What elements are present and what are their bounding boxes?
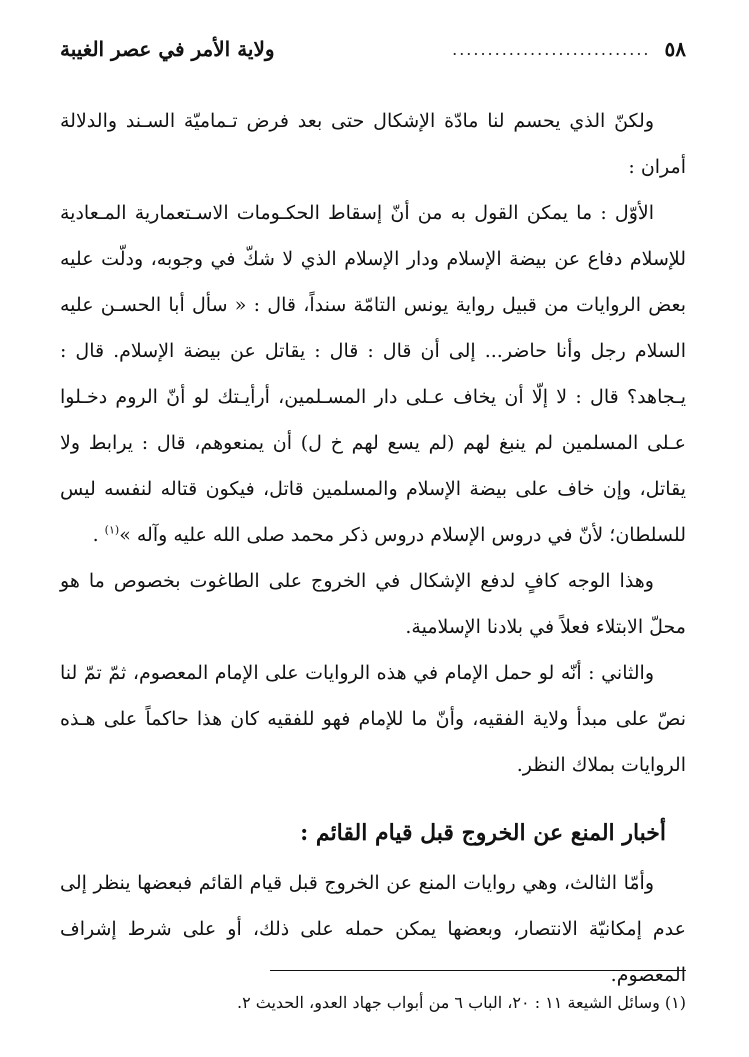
paragraph-sufficiency (60, 558, 686, 650)
footnote: (١) وسائل الشيعة ١١ : ٢٠، الباب ٦ من أبواب جهاد العدو، الحديث ٢. (236, 993, 686, 1012)
footnote-divider (270, 970, 686, 971)
header-leader-dots: ............................ (452, 39, 651, 59)
footnote-reference: (١) (104, 523, 120, 537)
book-page (60, 24, 686, 1034)
paragraph-intro (60, 98, 686, 190)
paragraph-first-reason-text: الأوّل : ما يمكن القول به من أنّ إسقاط الحكـومات الاسـتعمارية المـعادية للإسلام دفاع عن بيضة الإسلام ودار الإسلام الذي لا شكّ في وجوبه، ودلّت عليه بعض الروايات من قبيل رواية يونس التامّة سنداً، قال : « سأل أبا الحسـن عليه السلام رجل وأنا حاضر... إلى أن قال : قال : يقاتل عن بيضة الإسلام. قال : يـجاهد؟ قال : لا إلّا أن يخاف عـلى دار المسـلمين، أرأيـتك لو أنّ الروم دخـلوا عـلى المسلمين لم ينبغ لهم (لم يسع لهم خ ل) أن يمنعوهم، قال : يرابط ولا يقاتل، وإن خاف على بيضة الإسلام والمسلمين قاتل، فيكون قتاله لنفسه ليس للسلطان؛ لأنّ في دروس الإسلام دروس ذكر محمد صلى الله عليه وآله » (60, 202, 686, 546)
page-number: ٥٨ (664, 37, 686, 61)
paragraph-second-reason-text: والثاني : أنّه لو حمل الإمام في هذه الروايات على الإمام المعصوم، ثمّ تمّ لنا نصّ على مبدأ ولاية الفقيه، وأنّ ما للإمام فهو للفقيه كان هذا حاكماً على هـذه الروايات بملاك النظر. (60, 662, 686, 776)
running-title: ولاية الأمر في عصر الغيبة (60, 37, 275, 61)
paragraph-third-text: وأمّا الثالث، وهي روايات المنع عن الخروج قبل قيام القائم فبعضها ينظر إلى عدم إمكانيّة الانتصار، وبعضها يمكن حمله على ذلك، أو على شرط إشراف المعصوم. (60, 872, 686, 986)
running-header (60, 32, 686, 66)
paragraph-first-reason: الأوّل : ما يمكن القول به من أنّ إسقاط الحكـومات الاسـتعمارية المـعادية للإسلام دفاع عن بيضة الإسلام ودار الإسلام الذي لا شكّ في وجوبه، ودلّت عليه بعض الروايات من قبيل رواية يونس التامّة سنداً، قال : « سأل أبا الحسـن عليه السلام رجل وأنا حاضر... إلى أن قال : قال : يقاتل عن بيضة الإسلام. قال : يـجاهد؟ قال : لا إلّا أن يخاف عـلى دار المسـلمين، أرأيـتك لو أنّ الروم دخـلوا عـلى المسلمين لم ينبغ لهم (لم يسع لهم خ ل) أن يمنعوهم، قال : يرابط ولا يقاتل، وإن خاف على بيضة الإسلام والمسلمين قاتل، فيكون قتاله لنفسه ليس للسلطان؛ لأنّ في دروس الإسلام دروس ذكر محمد صلى الله عليه وآله »$^{(١)}$ . (60, 202, 686, 546)
main-text (60, 98, 686, 998)
paragraph-third (60, 860, 686, 998)
paragraph-second-reason (60, 650, 686, 788)
paragraph-intro-text: ولكنّ الذي يحسم لنا مادّة الإشكال حتى بعد فرض تـماميّة السـند والدلالة أمران : (60, 110, 686, 178)
section-heading: أخبار المنع عن الخروج قبل قيام القائم : (300, 820, 666, 846)
paragraph-sufficiency-text: وهذا الوجه كافٍ لدفع الإشكال في الخروج على الطاغوت بخصوص ما هو محلّ الابتلاء فعلاً في بلادنا الإسلامية. (60, 570, 686, 638)
